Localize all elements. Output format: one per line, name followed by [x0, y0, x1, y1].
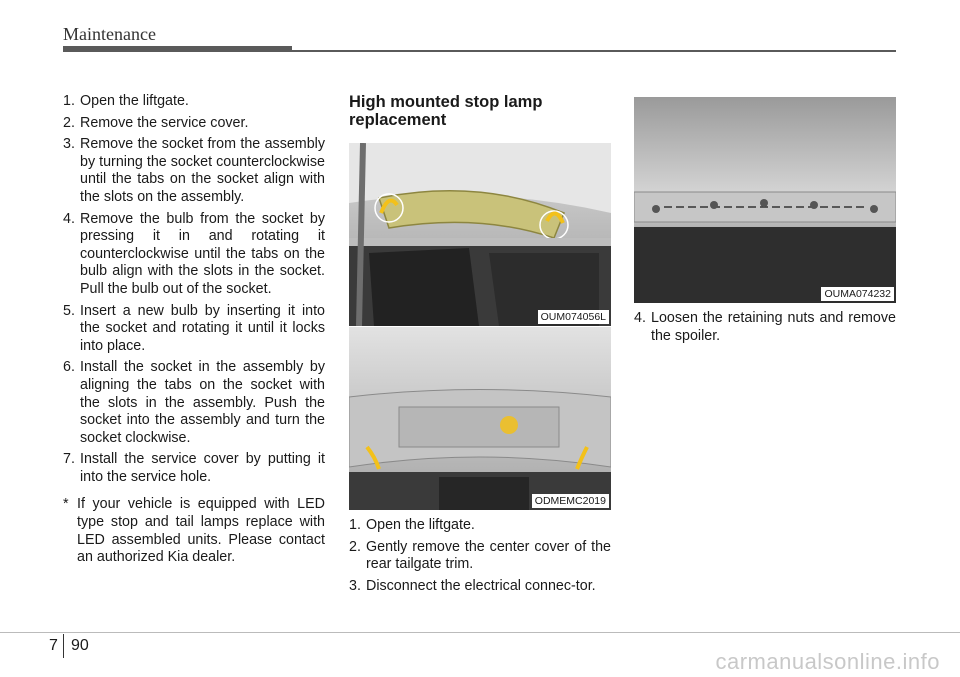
step-number: 4. [634, 310, 646, 326]
step-number: 6. [63, 359, 75, 376]
step-item [634, 310, 896, 345]
step-number: 3. [349, 577, 361, 594]
header-rule-thin [292, 50, 896, 52]
step-item [63, 303, 325, 356]
step-text: Open the liftgate. [80, 93, 189, 109]
step-text: Remove the service cover. [80, 114, 249, 131]
step-item [63, 93, 325, 111]
column-3 [634, 93, 896, 349]
step-text: Disconnect the electrical connec-tor. [366, 577, 596, 594]
step-number: 4. [63, 210, 75, 227]
header-rule-thick [63, 46, 292, 52]
step-number: 3. [63, 136, 75, 153]
step-item [349, 539, 611, 574]
spoiler-nuts-illustration [634, 97, 896, 303]
step-text: Remove the socket from the assembly by turning the socket counterclockwise until the tabs on the socket align with the slots on the assembly. [80, 136, 325, 205]
column-1 [63, 93, 325, 567]
step-number: 1. [349, 517, 361, 533]
step-text: Gently remove the center cover of the rear tailgate trim. [366, 538, 611, 573]
bulb-replacement-steps [63, 93, 325, 486]
note-text: If your vehicle is equipped with LED type stop and tail lamps replace with LED assembled units. Please contact an authorized Kia dealer. [77, 496, 325, 566]
page-number: 90 [71, 637, 89, 654]
step-number: 2. [349, 538, 361, 555]
led-note [63, 496, 325, 566]
chapter-number: 7 [49, 637, 58, 654]
step-item [63, 451, 325, 486]
step-text: Open the liftgate. [366, 517, 475, 533]
step-text: Insert a new bulb by inserting it into the socket and rotating it until it locks into place. [80, 302, 325, 354]
step-item [63, 115, 325, 133]
step-text: Install the socket in the assembly by aligning the tabs on the socket with the slots in the assembly. Push the socket into the assembly and turn the socket clockwise. [80, 359, 325, 446]
step-text: Install the service cover by putting it into the service hole. [80, 451, 325, 485]
step-item [63, 136, 325, 206]
note-asterisk: * [63, 496, 69, 513]
step-item [349, 578, 611, 596]
watermark: carmanualsonline.info [715, 649, 940, 674]
tailgate-trim-illustration [349, 327, 611, 510]
liftgate-interior-illustration [349, 143, 611, 326]
tailgate-trim-photo [349, 327, 611, 510]
column-2 [349, 93, 611, 599]
step-item [63, 359, 325, 447]
section-title: High mounted stop lamp replacement [349, 93, 543, 129]
photo-code: ODMEMC2019 [532, 494, 609, 508]
step-number: 5. [63, 302, 75, 319]
spoiler-nuts-photo [634, 97, 896, 303]
step-number: 2. [63, 114, 75, 131]
step-text: Remove the bulb from the socket by pressing it in and rotating it counterclockwise until the tabs on the bulb align with the slots in the socket. Pull the bulb out of the socket. [80, 210, 325, 297]
step-item [349, 517, 611, 535]
page-header-title: Maintenance [63, 24, 156, 44]
step-text: Loosen the retaining nuts and remove the spoiler. [651, 310, 896, 344]
step-item [63, 211, 325, 299]
step-number: 1. [63, 93, 75, 109]
footer-rule [0, 632, 960, 633]
photo-code: OUMA074232 [821, 287, 894, 301]
photo-code: OUM074056L [538, 310, 609, 324]
stop-lamp-steps [349, 517, 611, 595]
spoiler-steps [634, 310, 896, 345]
liftgate-interior-photo [349, 143, 611, 326]
footer-divider [63, 634, 64, 658]
step-number: 7. [63, 451, 75, 468]
